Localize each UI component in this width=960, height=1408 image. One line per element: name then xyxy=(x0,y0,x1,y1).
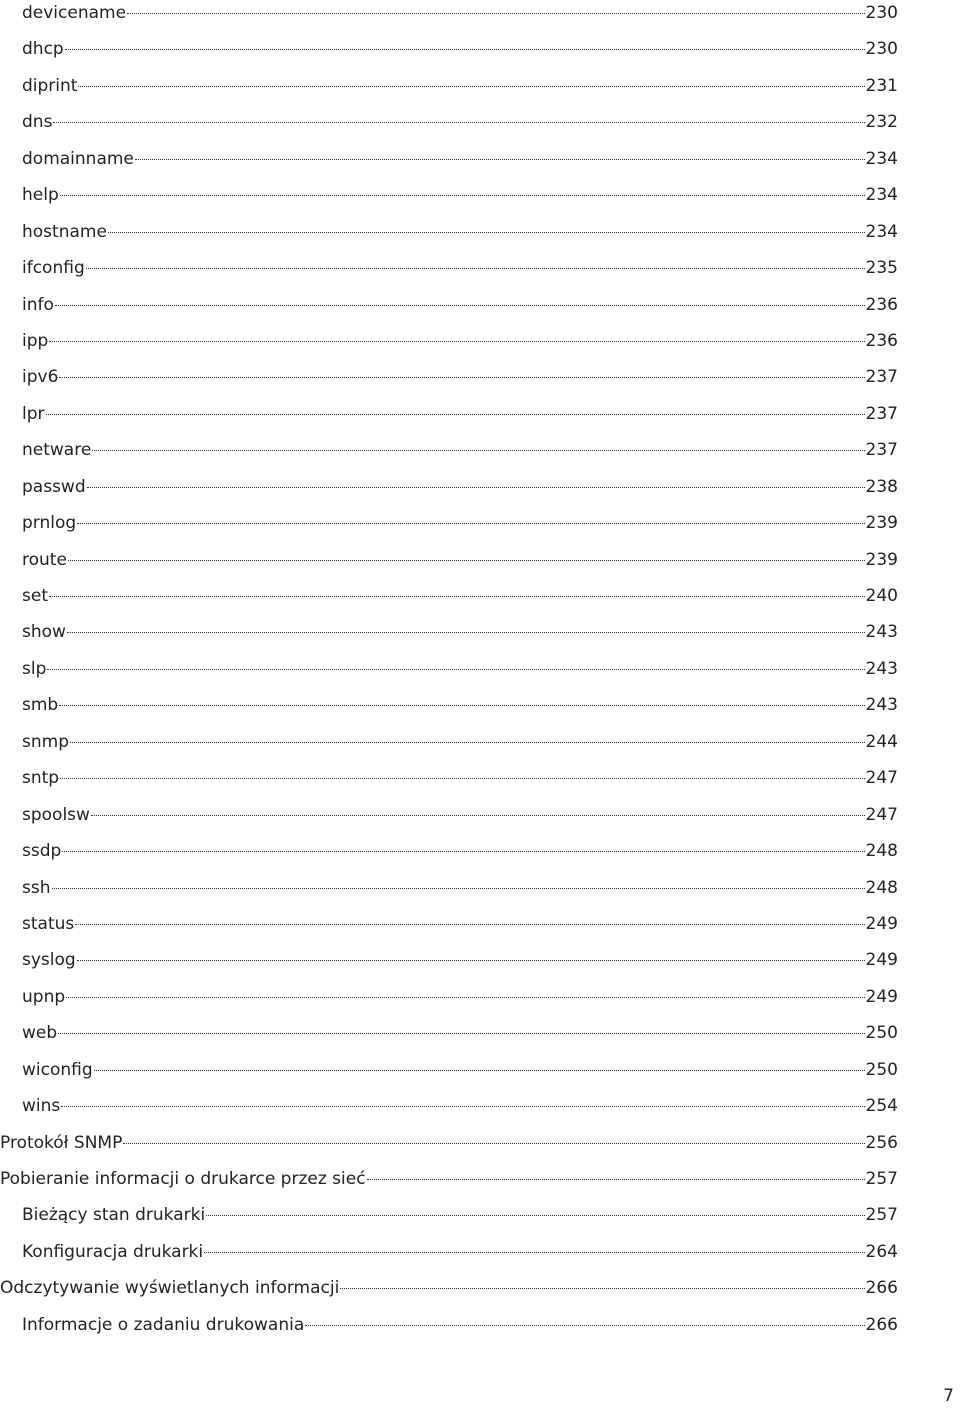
toc-entry[interactable] xyxy=(0,838,898,874)
toc-entry-page-number: 237 xyxy=(865,403,898,424)
dot-leader xyxy=(58,1033,864,1034)
dot-leader xyxy=(123,1143,864,1144)
toc-entry-label: ipv6 xyxy=(22,367,59,388)
toc-entry-label: hostname xyxy=(22,221,107,242)
toc-entry-label: lpr xyxy=(22,403,45,424)
dot-leader xyxy=(367,1179,865,1180)
toc-entry[interactable] xyxy=(0,583,898,619)
toc-entry-page-number: 234 xyxy=(865,221,898,242)
toc-entry-page-number: 249 xyxy=(865,950,898,971)
dot-leader xyxy=(53,122,864,123)
toc-entry-page-number: 248 xyxy=(865,877,898,898)
toc-entry-page-number: 238 xyxy=(865,476,898,497)
toc-entry[interactable] xyxy=(0,947,898,983)
toc-entry[interactable] xyxy=(0,1239,898,1275)
toc-entry[interactable] xyxy=(0,1093,898,1129)
toc-entry-page-number: 256 xyxy=(865,1132,898,1153)
dot-leader xyxy=(127,13,864,14)
toc-entry-label: help xyxy=(22,185,59,206)
toc-entry[interactable] xyxy=(0,219,898,255)
dot-leader xyxy=(86,268,865,269)
toc-entry[interactable] xyxy=(0,0,898,36)
dot-leader xyxy=(87,487,865,488)
toc-entry-label: Odczytywanie wyświetlanych informacji xyxy=(0,1278,340,1299)
toc-entry-label: domainname xyxy=(22,148,134,169)
dot-leader xyxy=(66,997,864,998)
dot-leader xyxy=(91,815,865,816)
toc-entry[interactable] xyxy=(0,364,898,400)
toc-entry-page-number: 230 xyxy=(865,3,898,23)
dot-leader xyxy=(68,560,865,561)
toc-entry-label: syslog xyxy=(22,950,76,971)
dot-leader xyxy=(49,596,865,597)
toc-entry[interactable] xyxy=(0,474,898,510)
toc-entry-label: ssdp xyxy=(22,841,62,862)
toc-entry-page-number: 235 xyxy=(865,258,898,279)
dot-leader xyxy=(49,341,864,342)
toc-entry[interactable] xyxy=(0,1166,898,1202)
dot-leader xyxy=(55,305,865,306)
dot-leader xyxy=(52,888,865,889)
toc-entry-label: prnlog xyxy=(22,513,77,534)
toc-entry-label: slp xyxy=(22,658,47,679)
toc-entry[interactable] xyxy=(0,328,898,364)
dot-leader xyxy=(62,851,864,852)
toc-entry-label: upnp xyxy=(22,986,66,1007)
toc-entry[interactable] xyxy=(0,292,898,328)
toc-entry[interactable] xyxy=(0,73,898,109)
toc-entry-page-number: 249 xyxy=(865,986,898,1007)
dot-leader xyxy=(78,86,864,87)
toc-entry-label: Informacje o zadaniu drukowania xyxy=(22,1314,305,1335)
toc-entry-page-number: 254 xyxy=(865,1096,898,1117)
toc-entry[interactable] xyxy=(0,765,898,801)
toc-entry-label: passwd xyxy=(22,476,86,497)
toc-entry-page-number: 234 xyxy=(865,185,898,206)
toc-entry-label: route xyxy=(22,549,67,570)
toc-entry[interactable] xyxy=(0,984,898,1020)
toc-entry-page-number: 231 xyxy=(865,75,898,96)
toc-entry[interactable] xyxy=(0,510,898,546)
toc-entry-page-number: 236 xyxy=(865,294,898,315)
toc-entry[interactable] xyxy=(0,692,898,728)
dot-leader xyxy=(46,414,865,415)
toc-entry-label: spoolsw xyxy=(22,804,90,825)
toc-entry[interactable] xyxy=(0,255,898,291)
toc-entry-page-number: 250 xyxy=(865,1023,898,1044)
toc-entry-page-number: 250 xyxy=(865,1059,898,1080)
dot-leader xyxy=(60,778,864,779)
dot-leader xyxy=(47,669,864,670)
toc-entry[interactable] xyxy=(0,1130,898,1166)
dot-leader xyxy=(60,195,865,196)
dot-leader xyxy=(59,705,864,706)
toc-entry-label: wins xyxy=(22,1096,61,1117)
toc-entry-label: Bieżący stan drukarki xyxy=(22,1205,206,1226)
toc-entry[interactable] xyxy=(0,729,898,765)
dot-leader xyxy=(70,742,865,743)
toc-entry[interactable] xyxy=(0,619,898,655)
toc-entry-label: netware xyxy=(22,440,92,461)
toc-entry-label: dns xyxy=(22,112,53,133)
toc-entry-page-number: 236 xyxy=(865,330,898,351)
toc-entry[interactable] xyxy=(0,875,898,911)
toc-entry-page-number: 239 xyxy=(865,513,898,534)
toc-entry-label: smb xyxy=(22,695,59,716)
toc-entry-label: wiconfig xyxy=(22,1059,93,1080)
dot-leader xyxy=(65,49,865,50)
toc-entry-page-number: 257 xyxy=(865,1169,898,1189)
toc-entry[interactable] xyxy=(0,1202,898,1238)
toc-entry-label: sntp xyxy=(22,768,60,789)
toc-entry[interactable] xyxy=(0,401,898,437)
toc-entry[interactable] xyxy=(0,1312,898,1348)
toc-entry-page-number: 237 xyxy=(865,440,898,461)
toc-entry-page-number: 234 xyxy=(865,148,898,169)
toc-entry-page-number: 247 xyxy=(865,804,898,825)
toc-entry-label: dhcp xyxy=(22,39,64,60)
toc-entry[interactable] xyxy=(0,1057,898,1093)
toc-entry-page-number: 266 xyxy=(865,1278,898,1299)
toc-entry-page-number: 243 xyxy=(865,658,898,679)
toc-entry-label: diprint xyxy=(22,75,78,96)
toc-entry-page-number: 243 xyxy=(865,695,898,716)
toc-entry[interactable] xyxy=(0,547,898,583)
dot-leader xyxy=(77,960,865,961)
toc-entry-label: ipp xyxy=(22,330,49,351)
toc-entry-label: snmp xyxy=(22,731,69,752)
toc-entry[interactable] xyxy=(0,146,898,182)
toc-entry-page-number: 266 xyxy=(865,1314,898,1335)
toc-entry-label: web xyxy=(22,1023,58,1044)
dot-leader xyxy=(340,1288,864,1289)
dot-leader xyxy=(67,632,865,633)
dot-leader xyxy=(135,159,865,160)
dot-leader xyxy=(75,924,864,925)
toc-entry-page-number: 247 xyxy=(865,768,898,789)
toc-entry-label: info xyxy=(22,294,54,315)
dot-leader xyxy=(206,1215,864,1216)
dot-leader xyxy=(61,1106,864,1107)
toc-entry-page-number: 257 xyxy=(865,1205,898,1226)
toc-entry[interactable] xyxy=(0,656,898,692)
toc-entry-page-number: 243 xyxy=(865,622,898,643)
toc-entry-label: set xyxy=(22,586,48,606)
dot-leader xyxy=(94,1070,865,1071)
toc-entry-page-number: 244 xyxy=(865,731,898,752)
toc-entry-page-number: 248 xyxy=(865,841,898,862)
toc-entry-label: Pobieranie informacji o drukarce przez sieć xyxy=(0,1169,366,1189)
toc-entry-page-number: 239 xyxy=(865,549,898,570)
toc-entry-label: ifconfig xyxy=(22,258,85,279)
toc-entry-label: Protokół SNMP xyxy=(0,1132,123,1153)
toc-entry[interactable] xyxy=(0,36,898,72)
toc-entry-page-number: 237 xyxy=(865,367,898,388)
toc-entry-label: devicename xyxy=(22,3,127,23)
toc-entry-page-number: 240 xyxy=(865,586,898,606)
page-number: 7 xyxy=(943,1386,954,1406)
dot-leader xyxy=(59,377,864,378)
toc-entry[interactable] xyxy=(0,437,898,473)
dot-leader xyxy=(92,450,864,451)
toc-entry-label: show xyxy=(22,622,66,643)
toc-entry[interactable] xyxy=(0,182,898,218)
dot-leader xyxy=(77,523,864,524)
toc-entry-page-number: 249 xyxy=(865,913,898,934)
toc-entry-label: status xyxy=(22,913,75,934)
toc-entry-page-number: 264 xyxy=(865,1241,898,1262)
dot-leader xyxy=(108,232,865,233)
toc-entry-page-number: 232 xyxy=(865,112,898,133)
toc-entry-label: ssh xyxy=(22,877,51,898)
toc-entry[interactable] xyxy=(0,802,898,838)
toc-entry[interactable] xyxy=(0,109,898,145)
toc-entry-page-number: 230 xyxy=(865,39,898,60)
toc-entry[interactable] xyxy=(0,911,898,947)
dot-leader xyxy=(204,1252,864,1253)
toc-entry[interactable] xyxy=(0,1275,898,1311)
dot-leader xyxy=(305,1325,864,1326)
toc-entry-label: Konfiguracja drukarki xyxy=(22,1241,204,1262)
toc-entry[interactable] xyxy=(0,1020,898,1056)
